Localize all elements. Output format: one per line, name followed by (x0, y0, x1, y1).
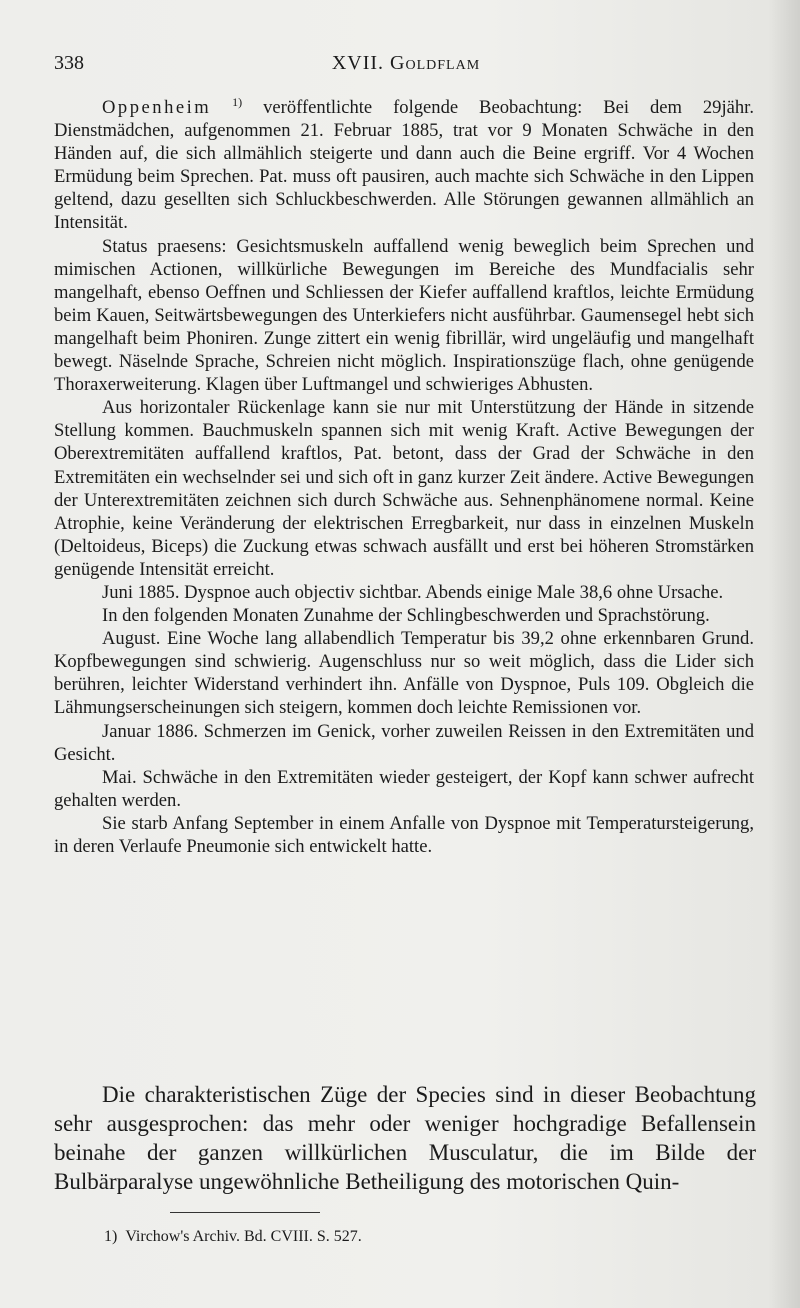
paragraph-text: veröffentlichte folgende Beobachtung: Bei dem 29jähr. Dienstmädchen, aufgenommen 21. Februar 1885, trat vor 9 Monaten Schwäche in den Händen auf, die sich allmählich steigerte und dann auch die Beine ergriff. Vor 4 Wochen Ermüdung beim Sprechen. Pat. muss oft pausiren, auch machte sich Schwäche in den Lippen geltend, dazu gesellten sich Schluckbeschwerden. Alle Störungen gewannen allmählich an Intensität. (54, 97, 754, 234)
footnote-text: Virchow's Archiv. Bd. CVIII. S. 527. (125, 1228, 362, 1245)
paragraph: Mai. Schwäche in den Extremitäten wieder gesteigert, der Kopf kann schwer aufrecht gehalten werden. (54, 766, 754, 811)
paragraph: Sie starb Anfang September in einem Anfalle von Dyspnoe mit Temperatursteigerung, in deren Verlaufe Pneumonie sich entwickelt hatte. (54, 812, 754, 857)
paragraph: In den folgenden Monaten Zunahme der Schlingbeschwerden und Sprachstörung. (102, 605, 710, 627)
paragraph: Juni 1885. Dyspnoe auch objectiv sichtbar. Abends einige Male 38,6 ohne Ursache. (102, 581, 724, 603)
running-title: XVII. Goldflam (331, 52, 481, 74)
case-report (54, 96, 754, 858)
paragraph: Januar 1886. Schmerzen im Genick, vorher zuweilen Reissen in den Extremitäten und Gesicht. (54, 720, 754, 765)
paragraph (54, 96, 754, 235)
page-header (54, 52, 758, 80)
page-number: 338 (54, 52, 84, 74)
paragraph: August. Eine Woche lang allabendlich Temperatur bis 39,2 ohne erkennbaren Grund. Kopfbewegungen sind schwierig. Augenschluss nur so weit möglich, dass die Lider sich berühren, leichter Widerstand verhindert ihn. Anfälle von Dyspnoe, Puls 109. Obgleich die Lähmungserscheinungen sich steigern, kommen doch leichte Remissionen vor. (54, 628, 754, 719)
footnote-divider (170, 1212, 320, 1213)
conclusion-section (54, 1080, 756, 1196)
author-name: Oppenheim (102, 97, 212, 118)
paragraph: Aus horizontaler Rückenlage kann sie nur mit Unterstützung der Hände in sitzende Stellung kommen. Bauchmuskeln spannen sich mit wenig Kraft. Active Bewegungen der Oberextremitäten auffallend kraftlos, Pat. betont, dass der Grad der Schwäche in den Extremitäten ein wechselnder sei und sich oft in ganz kurzer Zeit ändere. Active Bewegungen der Unterextremitäten zeichnen sich durch Schwäche aus. Sehnenphänomene normal. Keine Atrophie, keine Veränderung der elektrischen Erregbarkeit, nur dass in einzelnen Muskeln (Deltoideus, Biceps) die Zuckung etwas schwach ausfällt und erst bei höheren Stromstärken genügende Intensität erreicht. (54, 397, 754, 580)
footnote-number: 1) (104, 1228, 118, 1245)
footnote-reference: 1) (232, 94, 243, 109)
footnote (104, 1228, 362, 1246)
paragraph: Status praesens: Gesichtsmuskeln auffallend wenig beweglich beim Sprechen und mimischen Actionen, willkürliche Bewegungen im Bereiche des Mundfacialis sehr mangelhaft, ebenso Oeffnen und Schliessen der Kiefer auffallend kraftlos, leichte Ermüdung beim Kauen, Seitwärtsbewegungen des Unterkiefers nicht ausführbar. Gaumensegel hebt sich mangelhaft beim Phoniren. Zunge zittert ein wenig fibrillär, wird ungeläufig und mangelhaft bewegt. Näselnde Sprache, Schreien nicht möglich. Inspirationszüge flach, ohne genügende Thoraxerweiterung. Klagen über Luftmangel und schwieriges Abhusten. (54, 235, 754, 396)
conclusion-paragraph: Die charakteristischen Züge der Species sind in dieser Beobachtung sehr ausgesprochen: das mehr oder weniger hochgradige Befallensein beinahe der ganzen willkürlichen Musculatur, die im Bilde der Bulbärparalyse ungewöhnliche Betheiligung des motorischen Quin- (54, 1082, 756, 1194)
